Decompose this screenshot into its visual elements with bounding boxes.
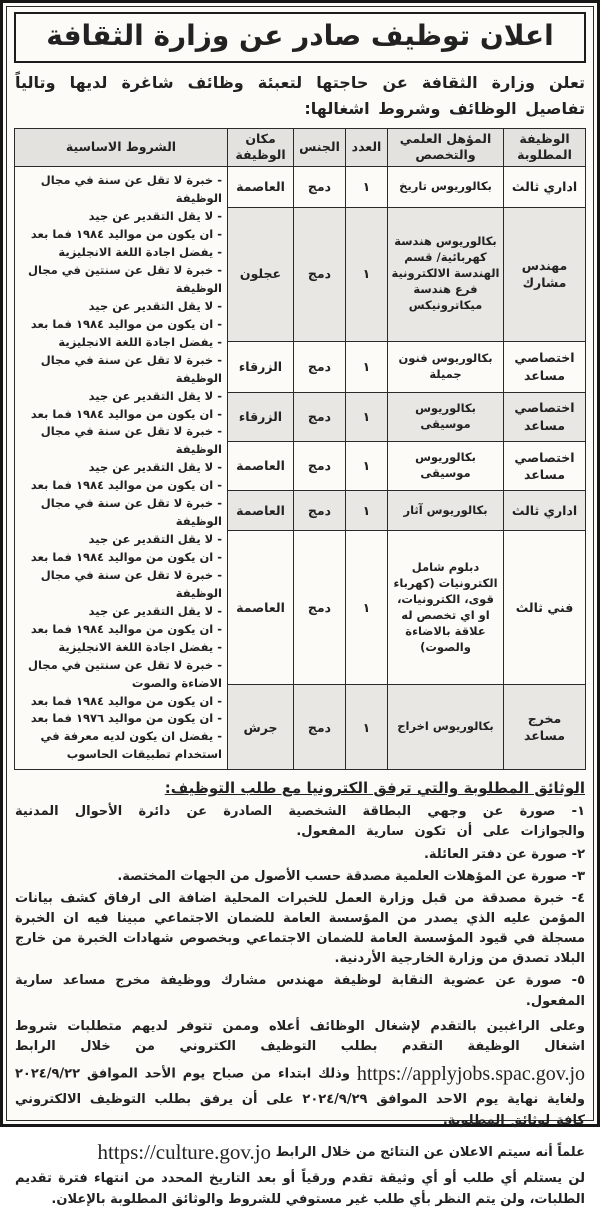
condition-item: - ان يكون من مواليد ١٩٨٤ فما بعد [30,550,222,565]
condition-item: - ان يكون من مواليد ١٩٨٤ فما بعد [30,316,222,331]
condition-item: - خبرة لا تقل عن سنة في مجال الوظيفة [40,496,222,529]
condition-item: - لا يقل التقدير عن جيد [88,209,222,224]
jobs-table [14,128,586,771]
condition-item: - لا يقل التقدير عن جيد [88,388,222,403]
condition-item: - ان يكون من مواليد ١٩٨٤ فما بعد [30,227,222,242]
qualification-cell: بكالوريوس فنون جميلة [388,341,504,392]
apply-text-before: وعلى الراغبين بالتقدم لإشغال الوظائف أعلاه وممن تتوفر لديهم متطلبات شروط اشغال الوظيفة التقدم بطلب التوظيف الكتروني من خلال الرابط [15,1018,585,1055]
column-header-conditions: الشروط الاساسية [15,128,228,167]
closing-paragraph: لن يستلم أي طلب أو أي وثيقة تقدم ورقياً أو بعد التاريخ المحدد من انتهاء فترة تقديم الطلبات، ولن يتم النظر بأي طلب غير مستوفي للشروط والوثائق المطلوبة بالإعلان. [15,1171,585,1208]
location-cell: العاصمة [228,441,294,490]
column-header-location: مكان الوظيفة [228,128,294,167]
document-item: ٤- خبرة مصدقة من قبل وزارة العمل للخبرات المحلية اضافة الى ارفاق كشف بيانات المؤمن عليه الذي يصدر من المؤسسة العامة للضمان الاجتماعي مبينا فيه ان الخبرة مسجلة في قيود المؤسسة العامة للضمان الاجتماعي وبخصوص شهادات الخبرة من خارج البلاد تصدق من وزارة الخارجية الأردنية. [15,890,585,967]
qualification-cell: دبلوم شامل الكترونيات (كهرباء قوى، الكترونيات، او اي تخصص له علاقة بالاضاءة والصوت) [388,531,504,685]
gender-cell: دمج [294,441,346,490]
intro-paragraph: تعلن وزارة الثقافة عن حاجتها لتعبئة وظائف شاغرة لديها وتالياً تفاصيل الوظائف وشروط اشغالها: [15,73,585,118]
condition-item: - خبرة لا تقل عن سنة في مجال الوظيفة [40,567,222,600]
condition-item: - خبرة لا تقل عن سنتين في مجال الاضاءة والصوت [28,657,222,690]
condition-item: - يفضل اجادة اللغة الانجليزية [58,639,222,654]
condition-item: - لا يقل التقدير عن جيد [88,532,222,547]
qualification-cell: بكالوريوس تاريخ [388,167,504,207]
count-cell: ١ [346,207,388,341]
condition-item: - يفضل اجادة اللغة الانجليزية [58,245,222,260]
condition-item: - خبرة لا تقل عن سنتين في مجال الوظيفة [28,263,222,295]
count-cell: ١ [346,531,388,685]
qualification-cell: بكالوريوس اخراج [388,685,504,770]
qualification-cell: بكالوريوس موسيقى [388,441,504,490]
column-header-count: العدد [346,128,388,167]
position-cell: فني ثالث [504,531,586,685]
conditions-cell [15,167,228,770]
position-cell: اختصاصي مساعد [504,392,586,441]
qualification-cell: بكالوريوس آثار [388,491,504,531]
condition-item: - ان يكون من مواليد ١٩٨٤ فما بعد [30,621,222,636]
apply-text-after: وذلك ابتداء من صباح يوم الأحد الموافق ٢٠٢٤/٩/٢٢ ولغاية نهاية يوم الاحد الموافق ٢٠٢٤/٩/٢٩ على أن يرفق بطلب التوظيف الالكتروني كافة لوثائق المطلوبة. [15,1066,585,1129]
document-item: ٣- صورة عن المؤهلات العلمية مصدقة حسب الأصول من الجهات المختصة. [117,868,585,884]
gender-cell: دمج [294,531,346,685]
document-item: ٢- صورة عن دفتر العائلة. [423,846,585,862]
apply-url: https://applyjobs.spac.gov.jo [356,1063,585,1086]
count-cell: ١ [346,392,388,441]
position-cell: اختصاصي مساعد [504,441,586,490]
table-row [15,167,586,207]
count-cell: ١ [346,685,388,770]
gender-cell: دمج [294,341,346,392]
condition-item: - ان يكون من مواليد ١٩٨٤ فما بعد [30,406,222,421]
count-cell: ١ [346,341,388,392]
gender-cell: دمج [294,491,346,531]
condition-item: - يفضل ان يكون لديه معرفة في استخدام تطبيقات الحاسوب [40,729,222,762]
results-paragraph [15,1136,585,1169]
count-cell: ١ [346,167,388,207]
announcement-frame [6,6,594,1208]
position-cell: مخرج مساعد [504,685,586,770]
condition-item: - خبرة لا تقل عن سنة في مجال الوظيفة [40,424,222,457]
qualification-cell: بكالوريوس هندسة كهربائية/ قسم الهندسة الالكترونية فرع هندسة ميكاترونيكس [388,207,504,341]
location-cell: عجلون [228,207,294,341]
condition-item: - لا يقل التقدير عن جيد [88,603,222,618]
apply-paragraph [15,1017,585,1132]
qualification-cell: بكالوريوس موسيقى [388,392,504,441]
document-item: ١- صورة عن وجهي البطاقة الشخصية الصادرة عن دائرة الأحوال المدنية والجوازات على أن تكون سارية المفعول. [15,804,585,840]
position-cell: اداري ثالث [504,491,586,531]
condition-item: - لا يقل التقدير عن جيد [88,460,222,475]
count-cell: ١ [346,441,388,490]
column-header-qualification: المؤهل العلمي والتخصص [388,128,504,167]
location-cell: جرش [228,685,294,770]
condition-item: - ان يكون من مواليد ١٩٨٤ فما بعد [30,693,222,708]
gender-cell: دمج [294,167,346,207]
location-cell: العاصمة [228,167,294,207]
condition-item: - يفضل اجادة اللغة الانجليزية [58,334,222,349]
documents-heading: الوثائق المطلوبة والتي ترفق الكترونيا مع طلب التوظيف: [164,779,585,798]
location-cell: الزرقاء [228,341,294,392]
announcement-title: اعلان توظيف صادر عن وزارة الثقافة [14,12,586,63]
results-text: علماً أنه سيتم الاعلان عن النتائج من خلال الرابط [275,1144,585,1160]
condition-item: - ان يكون من مواليد ١٩٧٦ فما بعد [30,711,222,726]
count-cell: ١ [346,491,388,531]
column-header-gender: الجنس [294,128,346,167]
condition-item: - خبرة لا تقل عن سنة في مجال الوظيفة [40,352,222,385]
gender-cell: دمج [294,685,346,770]
column-header-position: الوظيفة المطلوبة [504,128,586,167]
table-header-row [15,128,586,167]
position-cell: اداري ثالث [504,167,586,207]
position-cell: اختصاصي مساعد [504,341,586,392]
document-item: ٥- صورة عن عضوية النقابة لوظيفة مهندس مشارك ووظيفة مخرج مساعد سارية المفعول. [15,973,585,1009]
documents-list [15,802,585,1011]
position-cell: مهندس مشارك [504,207,586,341]
location-cell: العاصمة [228,531,294,685]
condition-item: - ان يكون من مواليد ١٩٨٤ فما بعد [30,478,222,493]
gender-cell: دمج [294,207,346,341]
location-cell: العاصمة [228,491,294,531]
condition-item: - خبرة لا تقل عن سنة في مجال الوظيفة [40,173,222,206]
condition-item: - لا يقل التقدير عن جيد [88,298,222,313]
gender-cell: دمج [294,392,346,441]
results-url: https://culture.gov.jo [97,1139,272,1164]
location-cell: الزرقاء [228,392,294,441]
